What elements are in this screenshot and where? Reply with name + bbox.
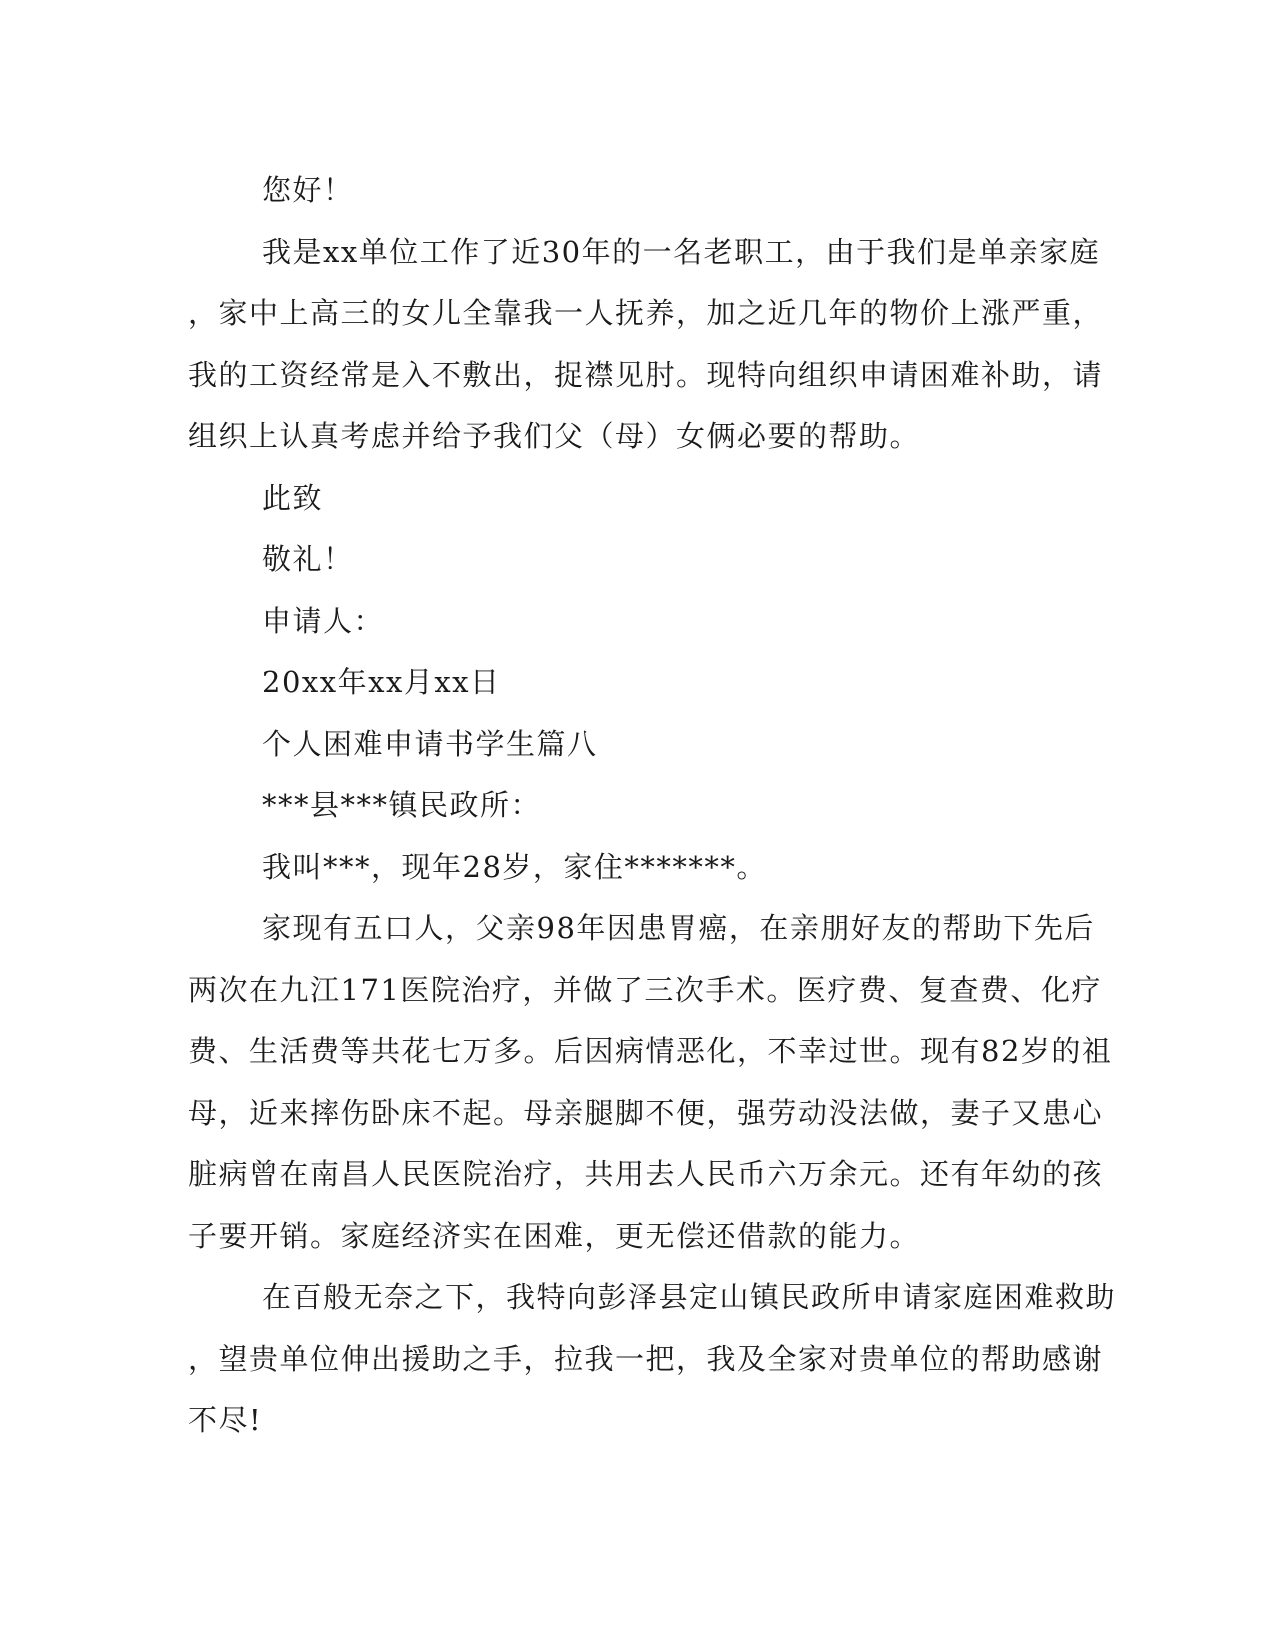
text-line: 母，近来摔伤卧床不起。母亲腿脚不便，强劳动没法做，妻子又患心 [188,1095,1104,1130]
text-line: 不尽! [188,1403,263,1437]
text-line: 我的工资经常是入不敷出，捉襟见肘。现特向组织申请困难补助，请 [188,357,1104,392]
text-line: 在百般无奈之下，我特向彭泽县定山镇民政所申请家庭困难救助 [262,1280,1117,1314]
letter-body [188,160,1117,1452]
text-line: ***县***镇民政所： [262,788,542,822]
text-line: ，望贵单位伸出援助之手，拉我一把，我及全家对贵单位的帮助感谢 [188,1341,1104,1376]
text-line: 两次在九江171医院治疗，并做了三次手术。医疗费、复查费、化疗 [188,972,1102,1007]
text-line: 您好！ [262,173,354,207]
text-line: 敬礼！ [262,542,354,576]
text-line: 申请人： [262,603,385,638]
text-line: 20xx年xx月xx日 [262,665,501,699]
text-line: 组织上认真考虑并给予我们父（母）女俩必要的帮助。 [188,419,921,453]
text-line: 费、生活费等共花七万多。后因病情恶化，不幸过世。现有82岁的祖 [188,1034,1113,1068]
text-line: ，家中上高三的女儿全靠我一人抚养，加之近几年的物价上涨严重， [188,296,1104,330]
text-line: 此致 [262,480,324,515]
text-line: 脏病曾在南昌人民医院治疗，共用去人民币六万余元。还有年幼的孩 [188,1157,1104,1191]
text-line: 个人困难申请书学生篇八 [262,726,598,761]
text-line: 子要开销。家庭经济实在困难，更无偿还借款的能力。 [188,1218,921,1253]
text-line: 我是xx单位工作了近30年的一名老职工，由于我们是单亲家庭 [262,234,1101,269]
text-line: 我叫***，现年28岁，家住*******。 [262,849,767,884]
text-line: 家现有五口人，父亲98年因患胃癌，在亲朋好友的帮助下先后 [262,911,1095,945]
